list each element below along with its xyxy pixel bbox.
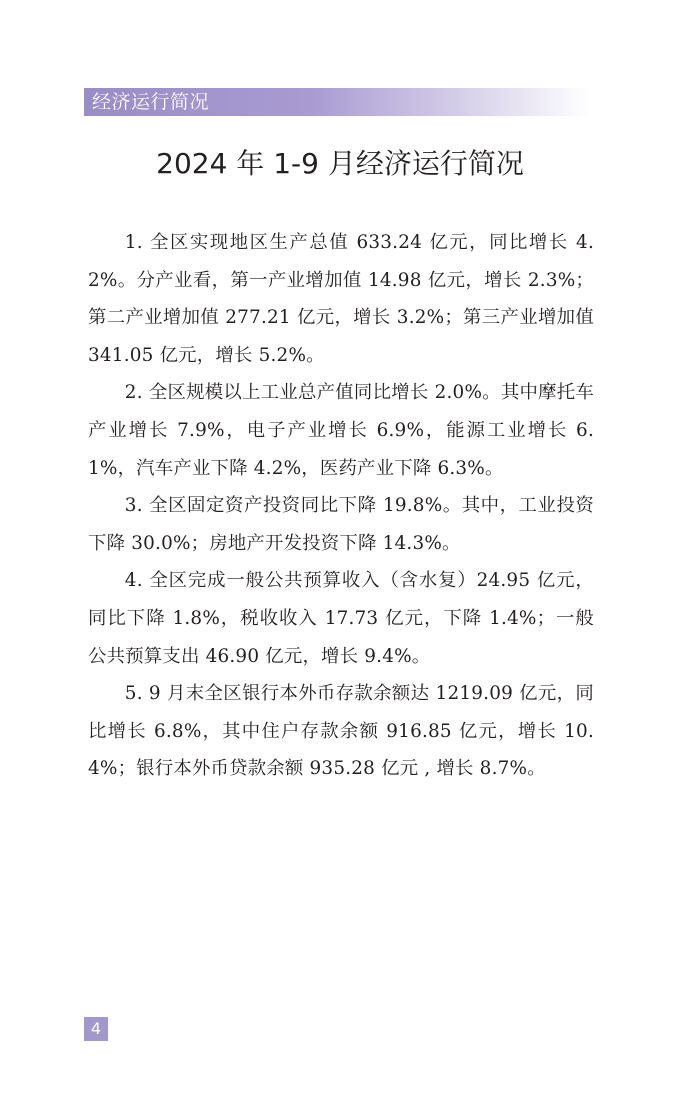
paragraph-investment: 3. 全区固定资产投资同比下降 19.8%。其中，工业投资下降 30.0%；房地产开发投资下降 14.3%。 [88, 495, 594, 554]
article-title: 2024 年 1-9 月经济运行简况 [156, 147, 524, 180]
paragraph-gdp: 1. 全区实现地区生产总值 633.24 亿元，同比增长 4.2%。分产业看，第一产业增加值 14.98 亿元，增长 2.3%；第二产业增加值 277.21 亿元，增长 3.2%；第三产业增加值 341.05 亿元，增长 5.2%。 [88, 232, 594, 366]
paragraph-banking: 5. 9 月末全区银行本外币存款余额达 1219.09 亿元，同比增长 6.8%，其中住户存款余额 916.85 亿元，增长 10.4%；银行本外币贷款余额 935.28 亿元 , 增长 8.7%。 [88, 683, 594, 780]
section-banner [84, 88, 590, 116]
page-number-box [84, 1017, 108, 1041]
page-number: 4 [90, 1019, 102, 1038]
section-label: 经济运行简况 [92, 91, 210, 113]
paragraph-budget: 4. 全区完成一般公共预算收入（含水复）24.95 亿元，同比下降 1.8%，税收收入 17.73 亿元，下降 1.4%；一般公共预算支出 46.90 亿元，增长 9.4%。 [88, 570, 594, 667]
paragraph-industry: 2. 全区规模以上工业总产值同比增长 2.0%。其中摩托车产业增长 7.9%，电子产业增长 6.9%，能源工业增长 6.1%，汽车产业下降 4.2%，医药产业下降 6.3%。 [88, 382, 594, 479]
article-body [88, 224, 594, 788]
